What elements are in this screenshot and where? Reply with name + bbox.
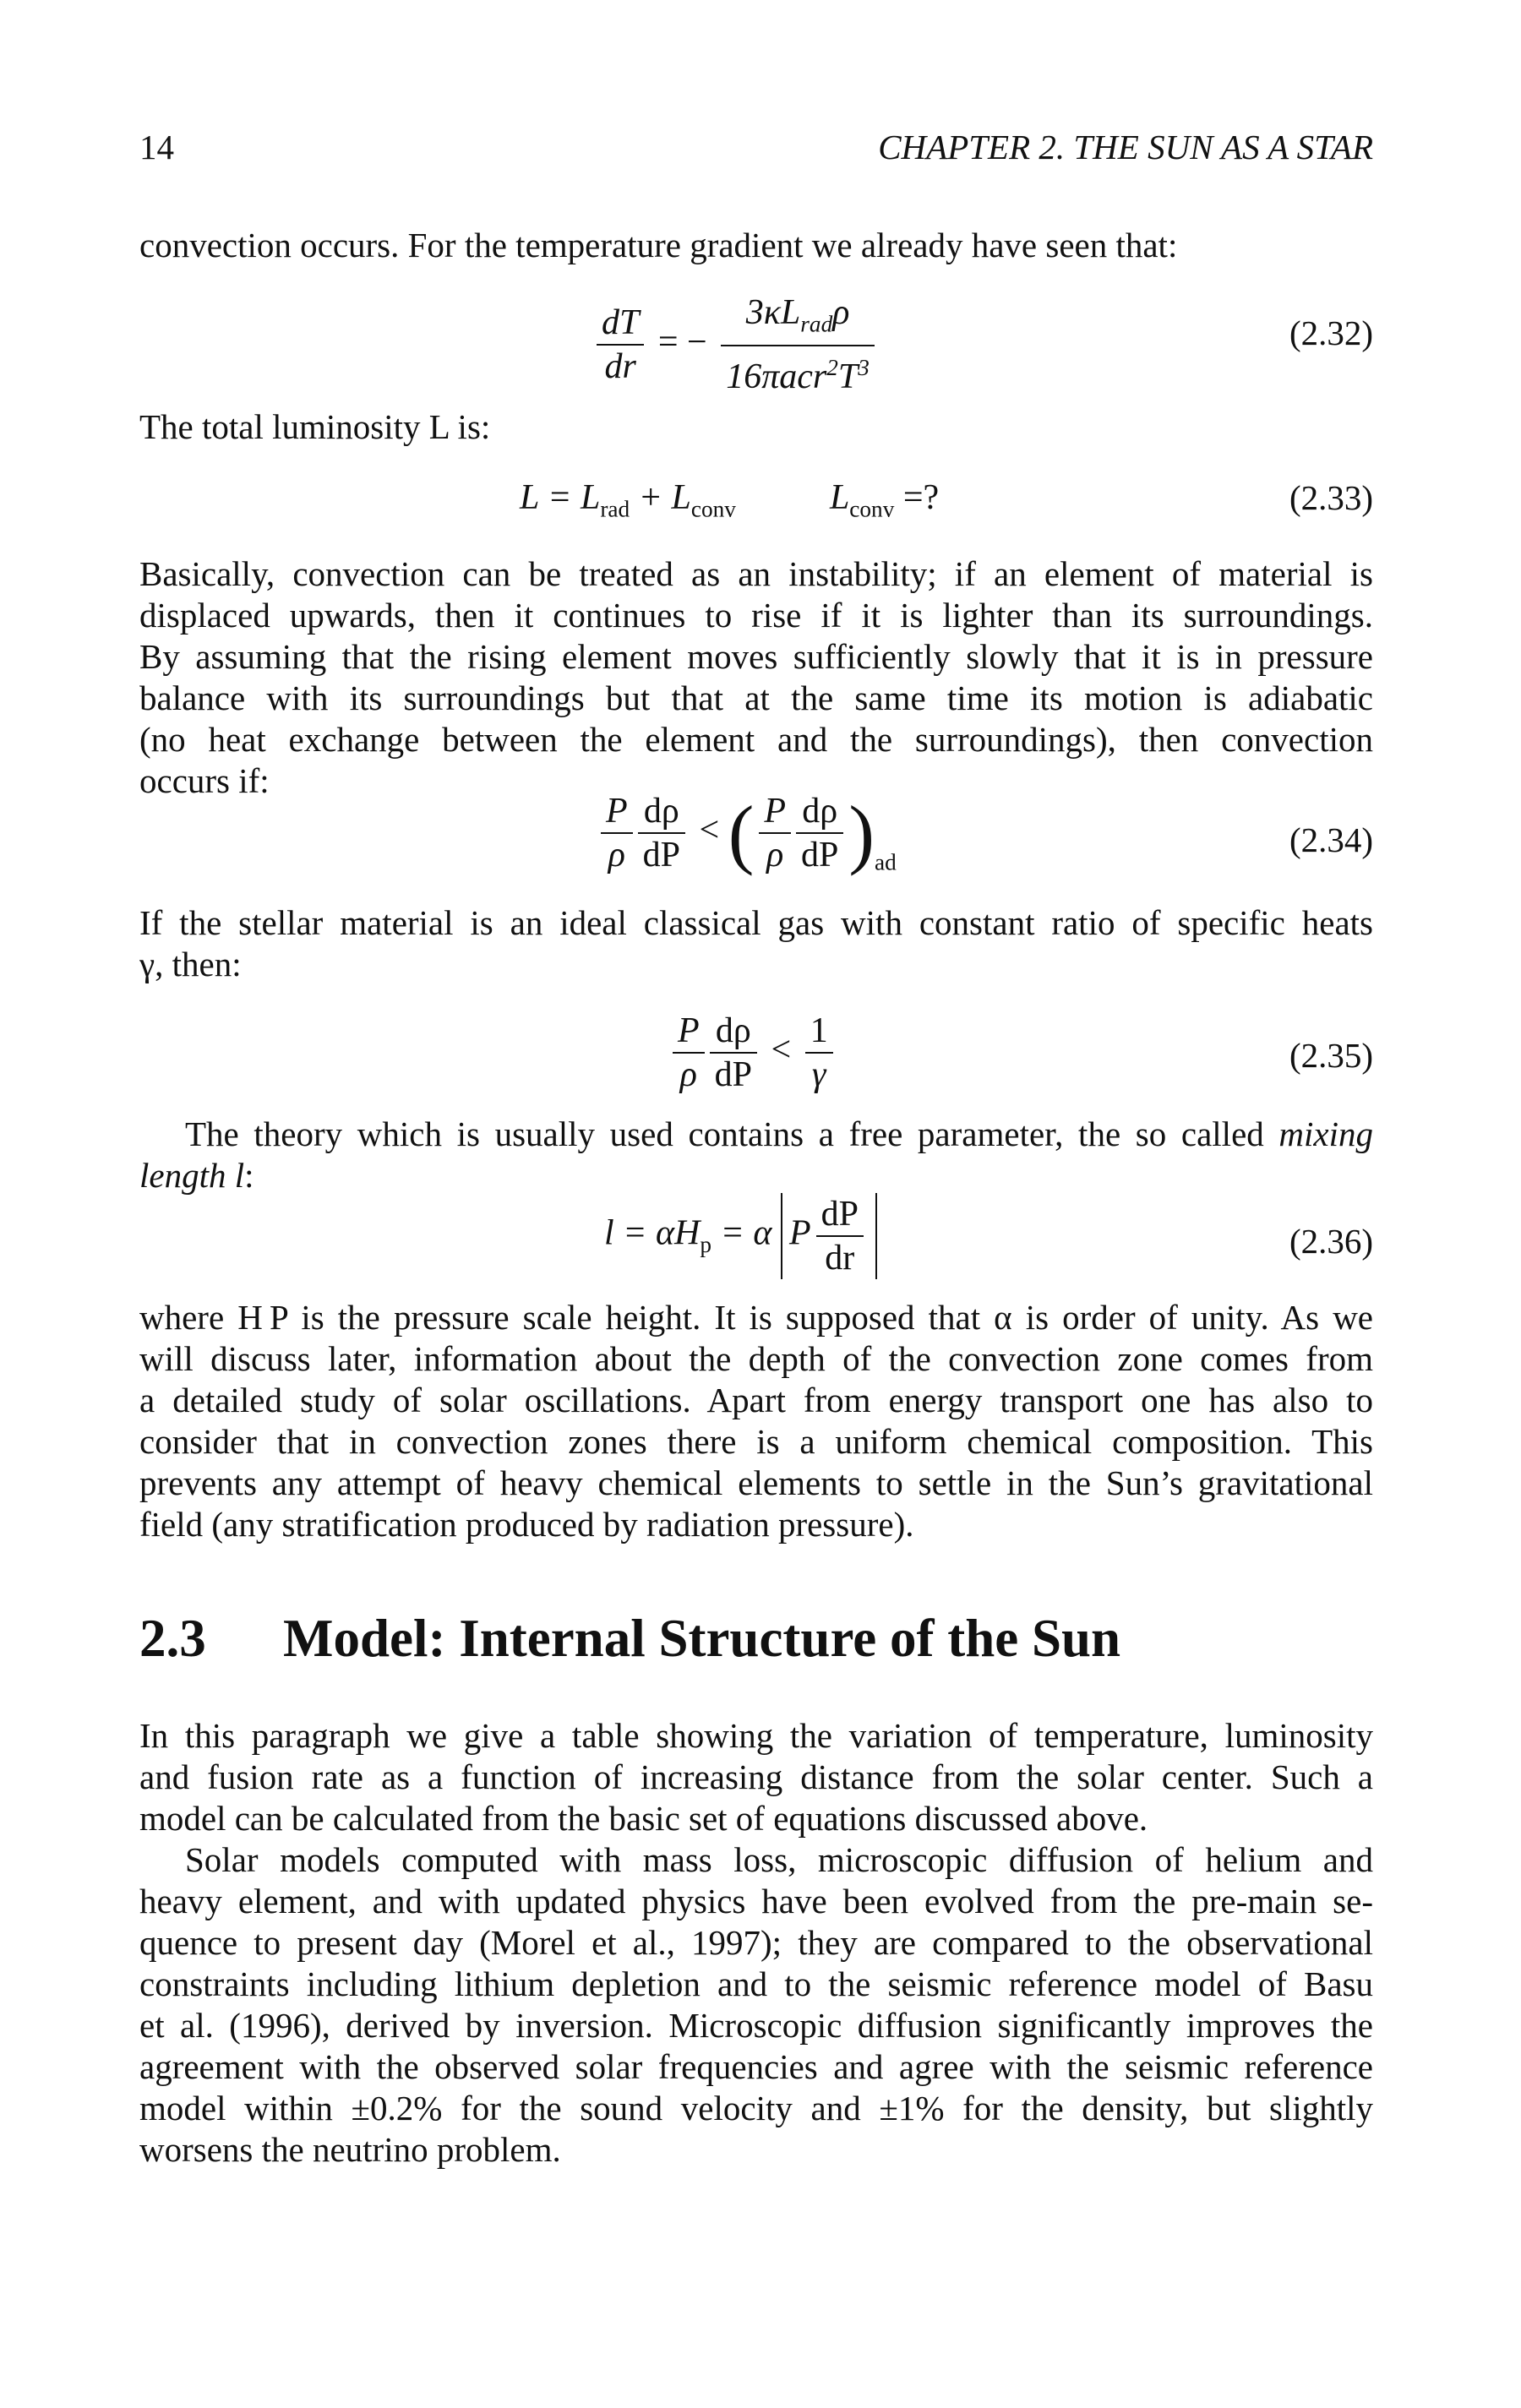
section-title: Model: Internal Structure of the Sun [283, 1609, 1121, 1668]
paragraph-theory: The theory which is usually used contains a free parameter, the so called mixing length l: [139, 1114, 1373, 1195]
equation-label-2-36: (2.36) [1289, 1222, 1373, 1261]
paragraph-convection: Basically, convection can be treated as an instability; if an element of material is displaced upwards, then it continues to rise if it is lighter than its surroundings. By assuming that the rising element moves sufficiently slowly that it is in pressure balance with its surroundings but that at the same time its motion is adiabatic (no heat exchange between the element and the surroundings), then convection occurs if: [139, 554, 1373, 800]
paragraph-model: In this paragraph we give a table showing the variation of temperature, luminosity and fusion rate as a function of increasing distance from the solar center. Such a model can be calculated from the basic set of equations discussed above. [139, 1716, 1373, 1838]
equation-label-2-34: (2.34) [1289, 820, 1373, 859]
paragraph-solar-models: Solar models computed with mass loss, microscopic diffusion of helium and heavy element, and with updated physics have been evolved from the pre-main se- quence to present day (Morel et al., 1997); they are compared to the observational constraints including lithium depletion and to the seismic reference model of Basu et al. (1996), derived by inversion. Microscopic diffusion significantly improves the agreement with the observed solar frequencies and agree with the seismic reference model within ±0.2% for the sound velocity and ±1% for the density, but slightly worsens the neutrino problem. [139, 1840, 1373, 2169]
equation-2-33: $L = L_{rad} + L_{conv}$ $L_{conv}$ =? [520, 478, 940, 522]
page-header [139, 127, 1373, 177]
equation-2-32: $\frac{dT}{dr}$ = − $\frac{3\kappa L_{rad}\rho}{16\pi acr^2T^3}$ [592, 291, 880, 398]
section-heading [139, 1608, 1120, 1670]
luminosity-line: The total luminosity L is: [139, 407, 491, 446]
equation-2-36: $l = \alpha H_p = \alpha$ P $\frac{dP}{dr}$ [604, 1193, 877, 1279]
paragraph-scale-height: where H P is the pressure scale height. It is supposed that α is order of unity. As we will discuss later, information about the depth of the convection zone comes from a detailed study of solar oscillations. Apart from energy transport one has also to consider that in convection zones there is a uniform chemical composition. This prevents any attempt of heavy chemical elements to settle in the Sun’s gravitational field (any stratification produced by radiation pressure). [139, 1298, 1373, 1544]
equation-label-2-32: (2.32) [1289, 313, 1373, 352]
equation-2-35: $\frac{P}{\rho}$ $\frac{d\rho}{dP}$ < $\frac{1}{\gamma}$ [668, 1010, 838, 1096]
equation-label-2-35: (2.35) [1289, 1036, 1373, 1075]
section-number: 2.3 [139, 1609, 206, 1668]
equation-label-2-33: (2.33) [1289, 478, 1373, 517]
running-head: CHAPTER 2. THE SUN AS A STAR [878, 128, 1373, 166]
intro-line: convection occurs. For the temperature gradient we already have seen that: [139, 226, 1178, 264]
equation-2-34: $\frac{P}{\rho}$ $\frac{d\rho}{dP}$ < ( $\frac{P}{\rho}$ $\frac{d\rho}{dP}$ )$_{ad}$ [596, 790, 897, 876]
paragraph-ideal-gas: If the stellar material is an ideal classical gas with constant ratio of specific heats γ, then: [139, 903, 1373, 983]
page-number: 14 [139, 128, 174, 166]
